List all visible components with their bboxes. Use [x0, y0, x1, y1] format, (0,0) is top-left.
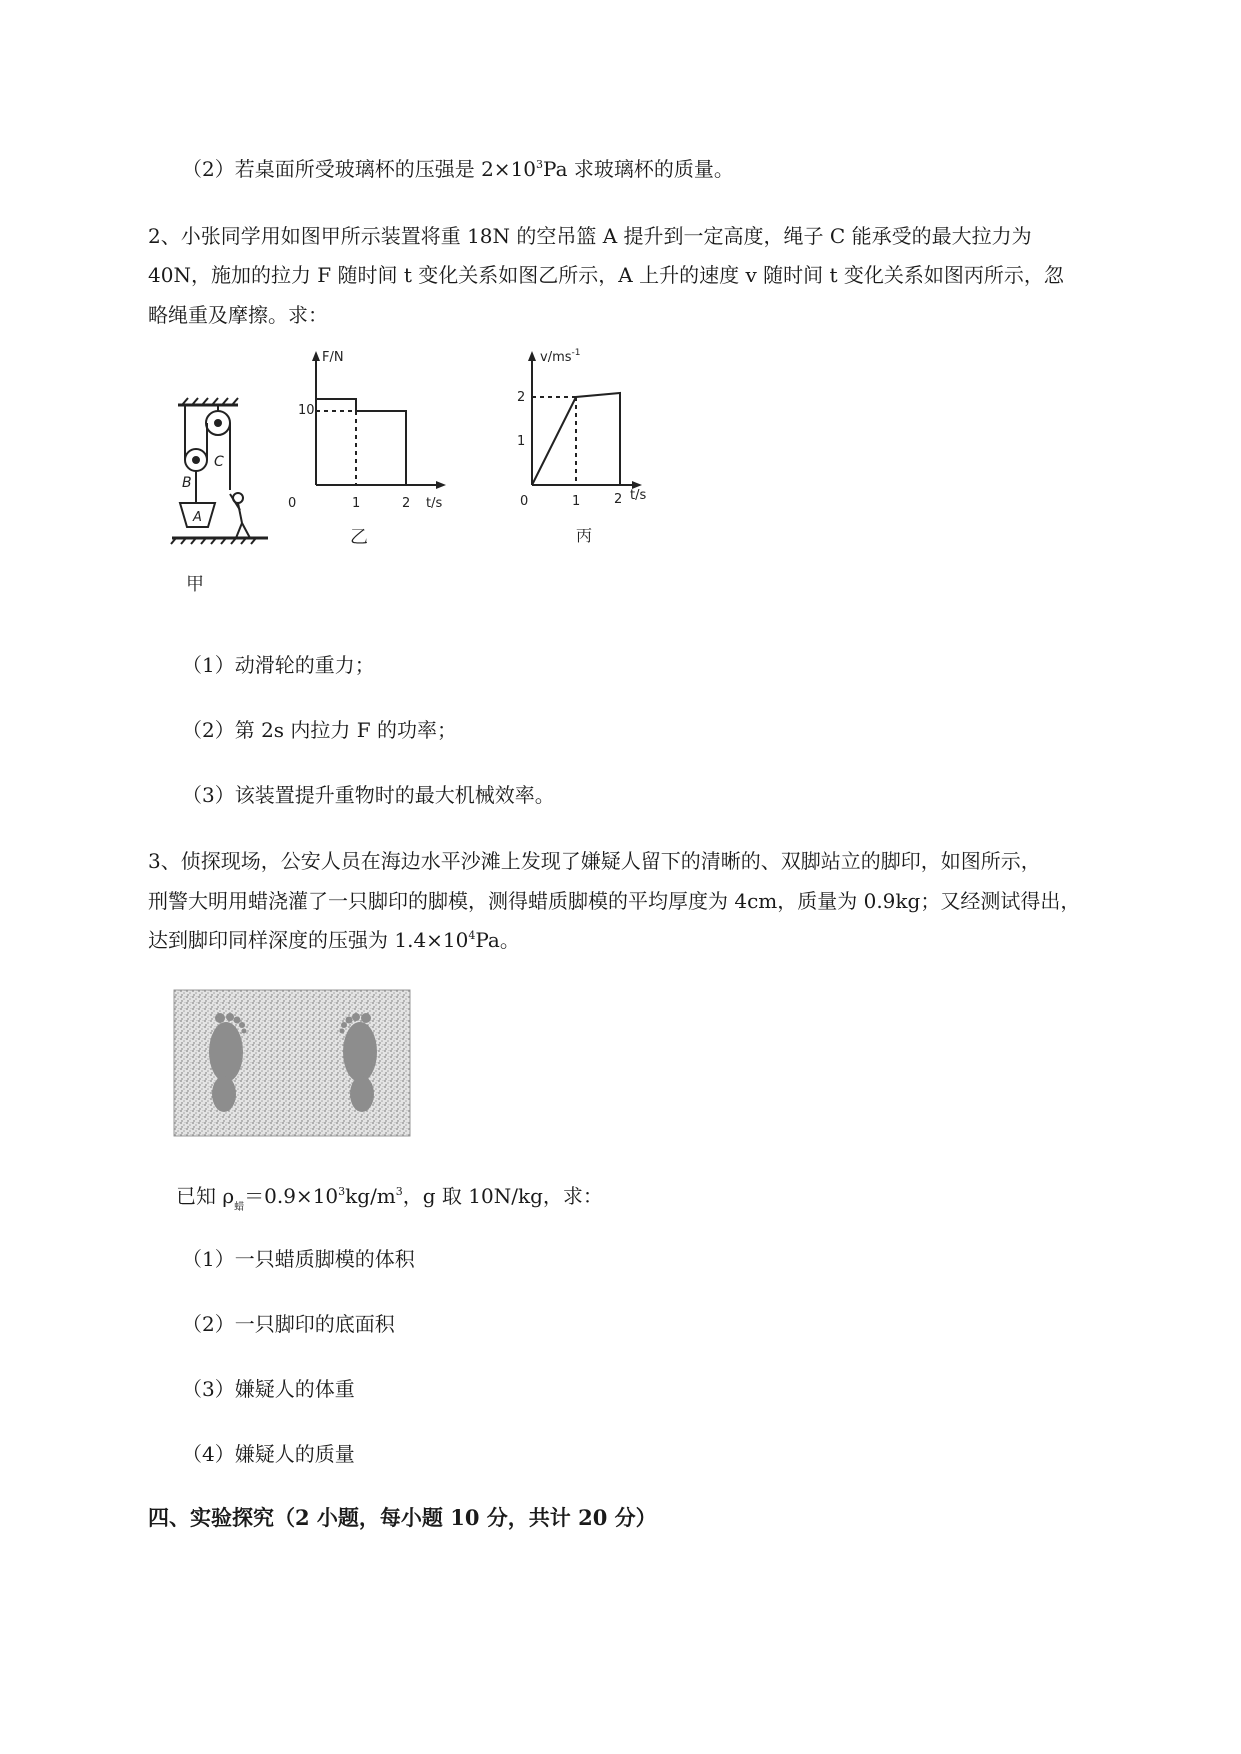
yi-ylabel: F/N — [322, 350, 344, 365]
yi-xtick-2: 2 — [402, 496, 411, 511]
q3-given-c: kg/m — [345, 1184, 396, 1208]
yi-xtick-1: 1 — [352, 496, 361, 511]
bing-xlabel: t/s — [630, 488, 647, 503]
q3-line3-prefix: 达到脚印同样深度的压强为 1.4×10 — [148, 928, 469, 952]
bing-ytick-2: 2 — [517, 390, 526, 405]
q3-part2: （2）一只脚印的底面积 — [182, 1312, 395, 1336]
bing-origin: 0 — [520, 494, 529, 509]
bing-ylabel: $v/ms^{-1}$ — [540, 348, 581, 365]
q3-given-sub: 蜡 — [234, 1202, 245, 1213]
q3-line3 — [148, 926, 520, 954]
q3-part4: （4）嫌疑人的质量 — [182, 1442, 355, 1466]
q2-line2: 40N，施加的拉力 F 随时间 t 变化关系如图乙所示，A 上升的速度 v 随时间 t 变化关系如图丙所示，忽 — [148, 263, 1064, 287]
q3-line3-suffix: Pa。 — [475, 928, 520, 952]
bing-ytick-1: 1 — [517, 434, 526, 449]
q3-given-d: ，g 取 10N/kg，求： — [402, 1184, 603, 1208]
q3-part3: （3）嫌疑人的体重 — [182, 1377, 355, 1401]
q3-given — [176, 1182, 603, 1213]
yi-xlabel: t/s — [426, 496, 443, 511]
q2-line3: 略绳重及摩擦。求： — [148, 303, 328, 327]
q3-given-exp1: 3 — [338, 1185, 346, 1198]
label-a: A — [193, 510, 202, 525]
q1-part2-prefix: （2）若桌面所受玻璃杯的压强是 2×10 — [182, 157, 537, 181]
label-c: C — [214, 454, 224, 470]
caption-jia: 甲 — [186, 574, 204, 595]
q1-part2-exp: 3 — [536, 158, 544, 171]
footprint-image — [174, 990, 410, 1136]
q2-part2: （2）第 2s 内拉力 F 的功率； — [182, 718, 458, 742]
yi-force-line — [316, 399, 406, 485]
q3-part1: （1）一只蜡质脚模的体积 — [182, 1247, 415, 1271]
q2-part3: （3）该装置提升重物时的最大机械效率。 — [182, 783, 555, 807]
q2-part1: （1）动滑轮的重力； — [182, 653, 375, 677]
q1-part2-suffix: Pa 求玻璃杯的质量。 — [543, 157, 734, 181]
caption-yi: 乙 — [350, 527, 368, 548]
caption-bing: 丙 — [576, 526, 593, 545]
q3-line3-exp: 4 — [468, 929, 476, 942]
yi-origin: 0 — [288, 496, 297, 511]
q3-given-a: 已知 ρ — [176, 1184, 235, 1208]
bing-xtick-2: 2 — [614, 492, 623, 507]
pulley-diagram — [171, 398, 268, 544]
graph-yi — [288, 345, 480, 548]
q3-given-exp2: 3 — [395, 1185, 403, 1198]
q1-part2 — [182, 155, 734, 183]
graph-bing — [517, 345, 680, 545]
q2-line1: 2、小张同学用如图甲所示装置将重 18N 的空吊篮 A 提升到一定高度，绳子 C 能承受的最大拉力为 — [148, 224, 1032, 248]
label-b: B — [182, 475, 192, 491]
bing-xtick-1: 1 — [572, 494, 581, 509]
q3-line1: 3、侦探现场，公安人员在海边水平沙滩上发现了嫌疑人留下的清晰的、双脚站立的脚印，如图所示， — [148, 849, 1041, 873]
yi-ytick-10: 10 — [298, 403, 315, 418]
q3-given-b: ＝0.9×10 — [244, 1184, 339, 1208]
section4-heading: 四、实验探究（2 小题，每小题 10 分，共计 20 分） — [148, 1505, 657, 1530]
q3-line2: 刑警大明用蜡浇灌了一只脚印的脚模，测得蜡质脚模的平均厚度为 4cm，质量为 0.9kg；又经测试得出， — [148, 889, 1081, 913]
